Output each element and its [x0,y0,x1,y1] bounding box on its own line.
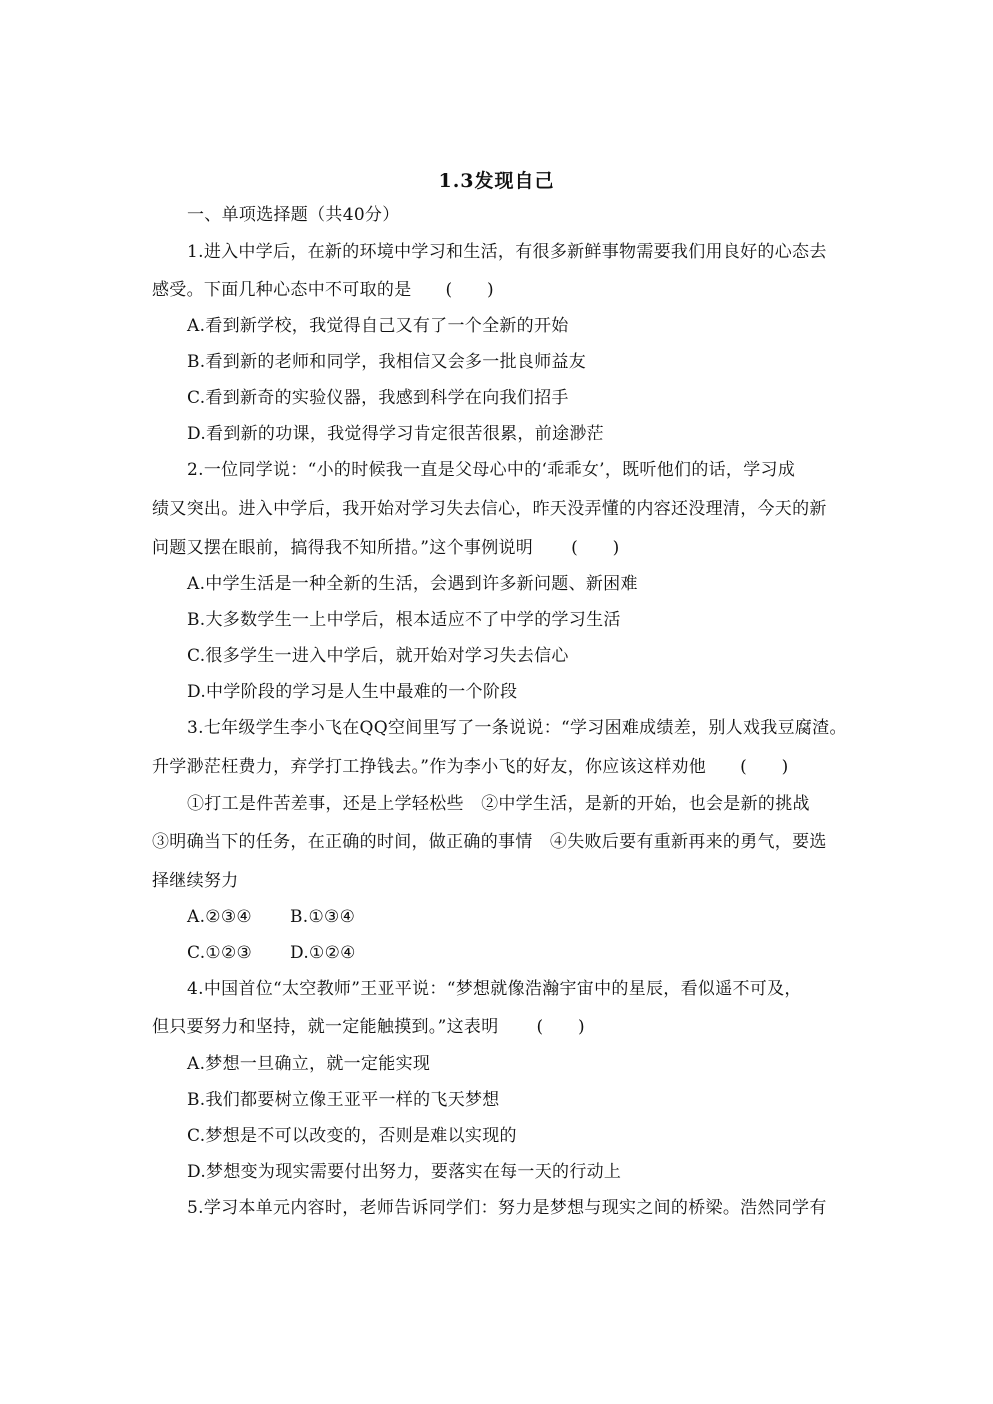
question-4-option-a: A.梦想一旦确立，就一定能实现 [187,1054,431,1074]
question-2-stem-text: 问题又摆在眼前，搞得我不知所措。”这个事例说明 [152,538,534,558]
question-4-stem-line-1: 4.中国首位“太空教师”王亚平说：“梦想就像浩瀚宇宙中的星辰，看似遥不可及， [187,979,802,999]
question-3-statement-line-3: 择继续努力 [152,871,239,891]
question-3-statement-line-1: ①打工是件苦差事，还是上学轻松些 ②中学生活，是新的开始，也会是新的挑战 [187,794,810,814]
question-3-option-a: A.②③④ [187,907,252,927]
question-1-option-b: B.看到新的老师和同学，我相信又会多一批良师益友 [187,352,587,372]
question-4-option-d: D.梦想变为现实需要付出努力，要落实在每一天的行动上 [187,1162,622,1182]
question-2-option-a: A.中学生活是一种全新的生活，会遇到许多新问题、新困难 [187,574,638,594]
section-heading: 一、单项选择题（共40分） [187,205,400,225]
question-3-option-c: C.①②③ [187,943,253,963]
question-4-stem-text: 但只要努力和坚持，就一定能触摸到。”这表明 [152,1017,499,1037]
question-3-stem-line-1: 3.七年级学生李小飞在QQ空间里写了一条说说：“学习困难成绩差，别人戏我豆腐渣。 [187,718,847,738]
question-3-statement-line-2: ③明确当下的任务，在正确的时间，做正确的事情 ④失败后要有重新再来的勇气，要选 [152,832,827,852]
page-title: 1.3发现自己 [438,170,555,192]
answer-parentheses: ( ) [571,538,620,558]
question-5-stem-line-1: 5.学习本单元内容时，老师告诉同学们：努力是梦想与现实之间的桥梁。浩然同学有 [187,1198,827,1218]
question-3-stem-text: 升学渺茫枉费力，弃学打工挣钱去。”作为李小飞的好友，你应该这样劝他 [152,757,707,777]
question-1-stem-line-2 [152,279,494,301]
question-2-stem-line-2: 绩又突出。进入中学后，我开始对学习失去信心，昨天没弄懂的内容还没理清，今天的新 [152,499,827,519]
question-4-option-b: B.我们都要树立像王亚平一样的飞天梦想 [187,1090,500,1110]
question-3-stem-line-2 [152,756,789,778]
question-1-stem-text: 感受。下面几种心态中不可取的是 [152,280,412,300]
question-1-option-a: A.看到新学校，我觉得自己又有了一个全新的开始 [187,316,569,336]
question-1-stem-line-1: 1.进入中学后，在新的环境中学习和生活，有很多新鲜事物需要我们用良好的心态去 [187,242,827,262]
question-2-stem-line-1: 2.一位同学说：“小的时候我一直是父母心中的‘乖乖女’，既听他们的话，学习成 [187,460,796,480]
question-4-stem-line-2 [152,1016,585,1038]
question-3-option-d: D.①②④ [290,943,356,963]
question-1-option-d: D.看到新的功课，我觉得学习肯定很苦很累，前途渺茫 [187,424,604,444]
question-2-option-c: C.很多学生一进入中学后，就开始对学习失去信心 [187,646,569,666]
answer-parentheses: ( ) [740,757,789,777]
answer-parentheses: ( ) [445,280,494,300]
question-2-option-b: B.大多数学生一上中学后，根本适应不了中学的学习生活 [187,610,621,630]
question-2-stem-line-3 [152,537,620,559]
answer-parentheses: ( ) [536,1017,585,1037]
question-3-option-b: B.①③④ [290,907,356,927]
question-1-option-c: C.看到新奇的实验仪器，我感到科学在向我们招手 [187,388,569,408]
question-2-option-d: D.中学阶段的学习是人生中最难的一个阶段 [187,682,518,702]
question-4-option-c: C.梦想是不可以改变的，否则是难以实现的 [187,1126,517,1146]
